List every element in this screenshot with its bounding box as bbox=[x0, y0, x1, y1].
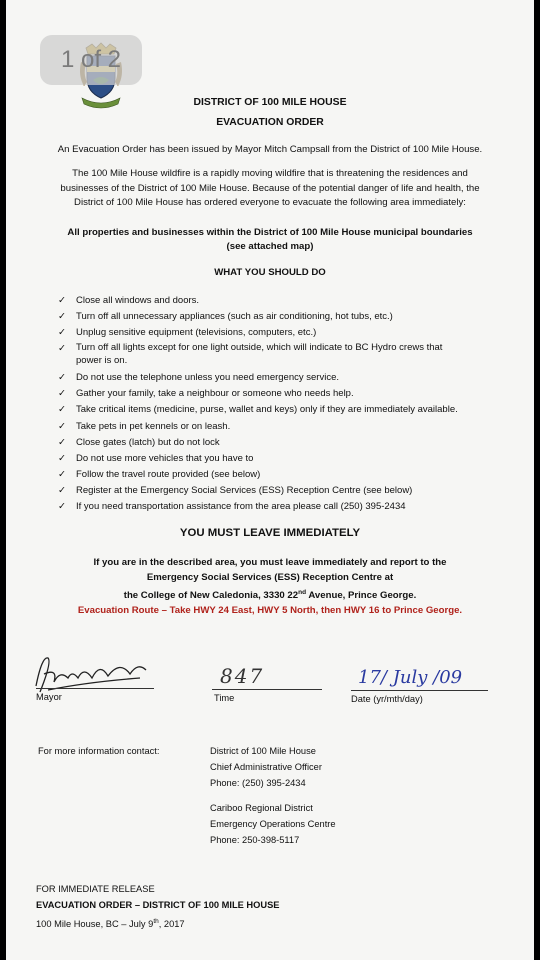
document-page bbox=[6, 0, 534, 960]
must-leave-heading: YOU MUST LEAVE IMMEDIATELY bbox=[179, 527, 361, 539]
checklist-item: ✓ Register at the Emergency Social Services (ESS) Reception Centre (see below) bbox=[58, 483, 508, 499]
checklist-item: ✓ Unplug sensitive equipment (televisions, computers, etc.) bbox=[58, 325, 508, 341]
date-signature-line bbox=[351, 690, 488, 691]
time-signature-line bbox=[212, 689, 322, 690]
area-line: (see attached map) bbox=[226, 241, 314, 252]
checklist-item: ✓ Take pets in pet kennels or on leash. bbox=[58, 419, 508, 435]
checklist-item: ✓ Turn off all unnecessary appliances (such as air conditioning, hot tubs, etc.) bbox=[58, 309, 508, 325]
mayor-label: Mayor bbox=[36, 692, 62, 702]
checkmark-icon: ✓ bbox=[58, 343, 66, 355]
checklist-item: ✓ Take critical items (medicine, purse, wallet and keys) only if they are immediately available. bbox=[58, 402, 508, 418]
contact-block-district: District of 100 Mile House Chief Administrative Officer Phone: (250) 395-2434 bbox=[210, 744, 322, 791]
contact-phone: Phone: 250-398-5117 bbox=[210, 834, 300, 845]
description-line: District of 100 Mile House has ordered everyone to evacuate the following area immediately: bbox=[74, 197, 466, 209]
checkmark-icon: ✓ bbox=[58, 436, 66, 448]
evacuation-route: Evacuation Route – Take HWY 24 East, HWY 5 North, then HWY 16 to Prince George. bbox=[77, 605, 463, 617]
page-indicator-badge: 1 of 2 bbox=[40, 35, 142, 85]
evacuation-area bbox=[6, 226, 534, 254]
contact-label: For more information contact: bbox=[38, 746, 160, 756]
checklist-item: ✓ If you need transportation assistance from the area please call (250) 395-2434 bbox=[58, 499, 508, 515]
release-label: FOR IMMEDIATE RELEASE bbox=[36, 884, 155, 894]
checkmark-icon: ✓ bbox=[58, 388, 66, 400]
mayor-signature-line bbox=[36, 688, 154, 689]
checkmark-icon: ✓ bbox=[58, 327, 66, 339]
checklist-item: ✓ Do not use more vehicles that you have to bbox=[58, 451, 508, 467]
header-title: EVACUATION ORDER bbox=[216, 117, 324, 128]
checkmark-icon: ✓ bbox=[58, 295, 66, 306]
checkmark-icon: ✓ bbox=[58, 420, 66, 432]
checkmark-icon: ✓ bbox=[58, 468, 66, 480]
release-title: EVACUATION ORDER – DISTRICT OF 100 MILE HOUSE bbox=[36, 899, 280, 910]
checklist-item: ✓ Gather your family, take a neighbour or someone who needs help. bbox=[58, 386, 508, 402]
checkmark-icon: ✓ bbox=[58, 501, 66, 513]
intro-text: An Evacuation Order has been issued by Mayor Mitch Campsall from the District of 100 Mile House. bbox=[57, 144, 483, 155]
release-dateline: 100 Mile House, BC – July 9th, 2017 bbox=[36, 917, 185, 929]
checklist-item: ✓ Close all windows and doors. bbox=[58, 293, 508, 309]
time-value: 847 bbox=[220, 664, 265, 688]
checklist-item: ✓ Follow the travel route provided (see below) bbox=[58, 467, 508, 483]
contact-phone: Phone: (250) 395-2434 bbox=[210, 777, 306, 788]
reception-instructions bbox=[6, 555, 534, 618]
checkmark-icon: ✓ bbox=[58, 452, 66, 464]
date-label: Date (yr/mth/day) bbox=[351, 694, 423, 704]
checklist-item: ✓ Do not use the telephone unless you need emergency service. bbox=[58, 370, 508, 386]
checkmark-icon: ✓ bbox=[58, 372, 66, 384]
instruction-line: Emergency Social Services (ESS) Reception Centre at bbox=[146, 572, 394, 583]
checkmark-icon: ✓ bbox=[58, 311, 66, 323]
description-line: businesses of the District of 100 Mile House. Because of the potential danger of life and health, the bbox=[60, 182, 480, 194]
instruction-line: the College of New Caledonia, 3330 22nd Avenue, Prince George. bbox=[123, 589, 417, 602]
header-district: DISTRICT OF 100 MILE HOUSE bbox=[193, 97, 347, 108]
what-to-do-heading: WHAT YOU SHOULD DO bbox=[214, 267, 326, 278]
checklist-item: ✓ Turn off all lights except for one light outside, which will indicate to BC Hydro crews that power is on. bbox=[58, 342, 443, 367]
description-line: The 100 Mile House wildfire is a rapidly moving wildfire that is threatening the residences and bbox=[72, 168, 468, 179]
description-paragraph bbox=[6, 167, 534, 211]
press-release-footer bbox=[36, 882, 279, 932]
action-checklist bbox=[58, 293, 508, 515]
checklist-item: ✓ Close gates (latch) but do not lock bbox=[58, 435, 508, 451]
time-label: Time bbox=[214, 693, 235, 703]
checkmark-icon: ✓ bbox=[58, 404, 66, 416]
contact-block-regional: Cariboo Regional District Emergency Operations Centre Phone: 250-398-5117 bbox=[210, 801, 336, 848]
checkmark-icon: ✓ bbox=[58, 484, 66, 496]
instruction-line: If you are in the described area, you must leave immediately and report to the bbox=[93, 557, 447, 568]
area-line: All properties and businesses within the District of 100 Mile House municipal boundaries bbox=[67, 227, 473, 238]
date-value: 17/ July /09 bbox=[358, 667, 463, 688]
